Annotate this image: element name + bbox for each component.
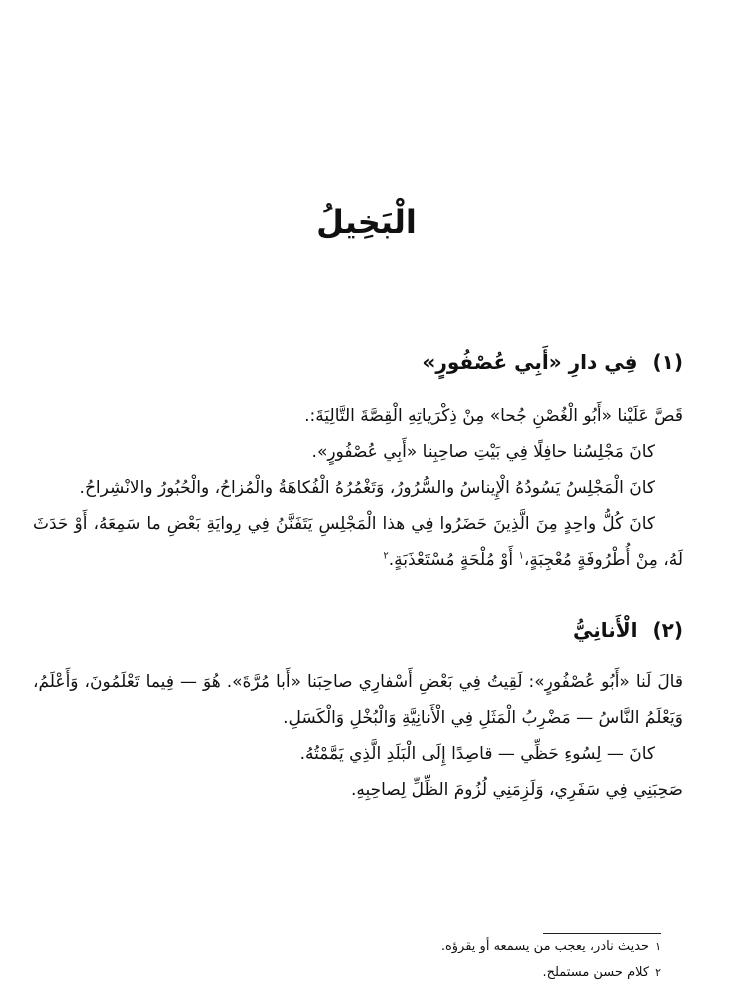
footnotes bbox=[61, 934, 661, 986]
footnote-2 bbox=[61, 960, 661, 986]
footnote-number: ١ bbox=[655, 940, 661, 953]
footnote-number: ٢ bbox=[655, 966, 661, 979]
paragraph: كانَ مَجْلِسُنا حافِلًا فِي بَيْتِ صاحِبِنا «أَبِي عُصْفُورٍ». bbox=[311, 442, 655, 462]
paragraph: كانَ — لِسُوءِ حَظِّي — قاصِدًا إِلَى الْبَلَدِ الَّذِي يَمَّمْتُهُ. bbox=[299, 744, 655, 764]
section-title: فِي دارِ «أَبِي عُصْفُورٍ» bbox=[422, 350, 638, 374]
page-title: الْبَخِيلُ bbox=[316, 203, 417, 241]
paragraph-text: كانَ كُلُّ واحِدٍ مِنَ الَّذِينَ حَضَرُوا فِي هذا الْمَجْلِسِ يَتَفَنَّنُ فِي رِوايَةِ بَعْضِ ما سَمِعَهُ، أَوْ حَدَثَ لَهُ، مِنْ أُطْرُوفَةٍ مُعْجِبَةٍ، bbox=[33, 514, 683, 570]
paragraph-text-tail: أَوْ مُلْحَةٍ مُسْتَعْذَبَةٍ. bbox=[388, 550, 519, 570]
paragraph bbox=[33, 506, 683, 578]
footnote-ref-2[interactable]: ٢ bbox=[383, 550, 389, 562]
section-title: الْأَنانِيُّ bbox=[573, 618, 638, 642]
paragraph: كانَ الْمَجْلِسُ يَسُودُهُ الْإِيناسُ والسُّرُورُ، وَتَغْمُرُهُ الْفُكاهَةُ والْمُزاحُ، والْحُبُورُ والانْشِراحُ. bbox=[79, 478, 655, 498]
footnote-ref-1[interactable]: ١ bbox=[518, 550, 524, 562]
paragraph: قَصَّ عَلَيْنا «أَبُو الْغُصْنِ جُحا» مِنْ ذِكْرَياتِهِ الْقِصَّةَ التَّالِيَةَ:. bbox=[304, 406, 683, 426]
paragraph: قالَ لَنا «أَبُو عُصْفُورٍ»: لَقِيتُ فِي بَعْضِ أَسْفارِي صاحِبَنا «أَبا مُرَّةَ». هُوَ — فِيما تَعْلَمُونَ، وَأَعْلَمُ، وَيَعْلَمُ النَّاسُ — مَضْرِبُ الْمَثَلِ فِي الْأَنانِيَّةِ وَالْبُخْلِ وَالْكَسَلِ. bbox=[33, 672, 683, 728]
section-number: (٢) bbox=[652, 618, 683, 642]
section-2-body bbox=[33, 664, 683, 808]
paragraph: صَحِبَنِي فِي سَفَرِي، وَلَزِمَنِي لُزُومَ الظِّلِّ لِصاحِبِهِ. bbox=[350, 780, 683, 800]
footnote-1 bbox=[61, 934, 661, 960]
footnote-text: حديث نادر، يعجب من يسمعه أو يقرؤه. bbox=[440, 939, 650, 954]
section-heading-1 bbox=[43, 344, 683, 380]
section-number: (١) bbox=[652, 350, 683, 374]
section-heading-2 bbox=[43, 612, 683, 648]
section-1-body bbox=[33, 398, 683, 578]
footnote-text: كلام حسن مستملح. bbox=[542, 965, 650, 980]
